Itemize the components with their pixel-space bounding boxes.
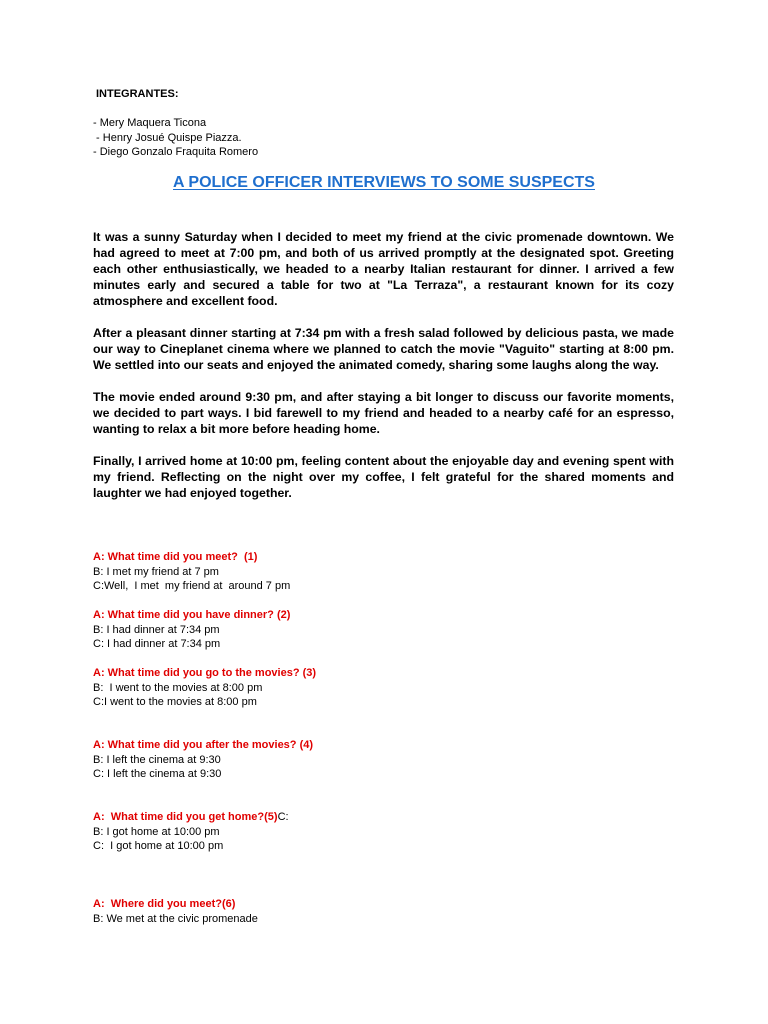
interview-answer: B: We met at the civic promenade — [93, 912, 258, 925]
interview-block — [93, 666, 674, 710]
interview-answer: C:I went to the movies at 8:00 pm — [93, 696, 257, 708]
member-item: - Henry Josué Quispe Piazza. — [93, 131, 242, 144]
interview-answer: B: I got home at 10:00 pm — [93, 825, 220, 838]
interview-question: A: What time did you meet? (1) — [93, 551, 258, 563]
member-item: - Mery Maquera Ticona — [93, 117, 207, 129]
interview-answer: B: I had dinner at 7:34 pm — [93, 623, 220, 636]
interview-block — [93, 738, 674, 782]
interview-answer: C: I left the cinema at 9:30 — [93, 768, 222, 780]
interview-question: A: What time did you after the movies? (4) — [93, 739, 314, 751]
interview-block — [93, 608, 674, 652]
story-text — [93, 229, 674, 517]
interview-question: A: What time did you have dinner? (2) — [93, 609, 291, 621]
member-item: - Diego Gonzalo Fraquita Romero — [93, 146, 259, 158]
question-suffix: C: — [277, 811, 289, 823]
story-paragraph: After a pleasant dinner starting at 7:34 pm with a fresh salad followed by delicious pasta, we made our way to Cineplanet cinema where we planned to catch the movie "Vaguito" starting at 8:00 pm. We settled into our seats and enjoyed the animated comedy, sharing some laughs along the way. — [93, 326, 674, 372]
story-paragraph: The movie ended around 9:30 pm, and after staying a bit longer to discuss our favorite moments, we decided to part ways. I bid farewell to my friend and headed to a nearby café for an espresso, wanting to relax a bit more before heading home. — [93, 390, 674, 436]
interview-answer: C: I got home at 10:00 pm — [93, 840, 224, 852]
interview-answer: C:Well, I met my friend at around 7 pm — [93, 580, 291, 592]
interview-block — [93, 550, 674, 594]
interview-block — [93, 897, 674, 926]
interview-question: A: What time did you go to the movies? (3) — [93, 667, 317, 679]
members-heading: INTEGRANTES: — [96, 88, 179, 100]
interview-block — [93, 810, 674, 854]
interview-answer: B: I met my friend at 7 pm — [93, 565, 219, 578]
story-paragraph: It was a sunny Saturday when I decided to meet my friend at the civic promenade downtown. We had agreed to meet at 7:00 pm, and both of us arrived promptly at the designated spot. Greeting each other enthusiastically, we headed to a nearby Italian restaurant for dinner. I arrived a few minutes early and secured a table for two at "La Terraza", a restaurant known for its cozy atmosphere and excellent food. — [93, 230, 674, 308]
interview-answer: C: I had dinner at 7:34 pm — [93, 638, 221, 650]
interview-question: A: Where did you meet?(6) — [93, 898, 236, 910]
interview-answer: B: I went to the movies at 8:00 pm — [93, 681, 263, 694]
interview-question — [93, 810, 674, 825]
question-text: A: What time did you get home?(5) — [93, 811, 278, 823]
interview-answer: B: I left the cinema at 9:30 — [93, 753, 221, 766]
member-list — [93, 116, 258, 160]
story-paragraph: Finally, I arrived home at 10:00 pm, feeling content about the enjoyable day and evening spent with my friend. Reflecting on the night over my coffee, I felt grateful for the shared moments and laughter we had enjoyed together. — [93, 454, 674, 500]
document-title: A POLICE OFFICER INTERVIEWS TO SOME SUSPECTS — [173, 174, 595, 191]
